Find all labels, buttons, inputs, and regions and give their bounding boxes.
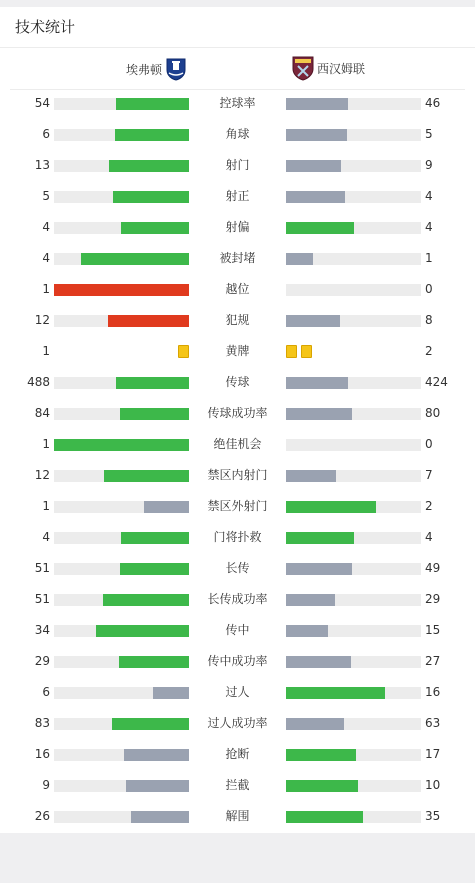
stat-row xyxy=(0,460,475,491)
home-value: 12 xyxy=(34,468,50,482)
away-bar-fill xyxy=(286,780,358,792)
stat-label: 抢断 xyxy=(225,747,250,761)
stat-row xyxy=(0,553,475,584)
home-bar-fill xyxy=(116,377,189,389)
home-value: 26 xyxy=(34,809,50,823)
away-value: 1 xyxy=(425,251,433,265)
home-value: 51 xyxy=(34,561,50,575)
stat-row xyxy=(0,88,475,119)
stat-label: 控球率 xyxy=(219,96,256,110)
home-value: 5 xyxy=(42,189,50,203)
away-value: 4 xyxy=(425,189,433,203)
stat-row xyxy=(0,646,475,677)
away-value: 0 xyxy=(425,437,433,451)
stat-row xyxy=(0,708,475,739)
stat-label: 禁区内射门 xyxy=(207,468,268,482)
home-bar-fill xyxy=(112,718,189,730)
away-bar-track xyxy=(286,284,421,296)
home-team-name: 埃弗顿 xyxy=(126,62,163,77)
home-value: 1 xyxy=(42,282,50,296)
away-value: 16 xyxy=(425,685,441,699)
stat-label: 传中成功率 xyxy=(207,654,268,668)
home-bar-fill xyxy=(116,98,189,110)
west-ham-crest-icon xyxy=(292,55,314,81)
stat-row xyxy=(0,119,475,150)
stat-row xyxy=(0,336,475,367)
stat-row xyxy=(0,398,475,429)
away-value: 80 xyxy=(425,406,441,420)
home-bar-fill xyxy=(131,811,189,823)
stat-label: 传中 xyxy=(225,623,250,637)
away-value: 0 xyxy=(425,282,433,296)
away-bar-track xyxy=(286,253,421,265)
stat-row xyxy=(0,739,475,770)
away-bar-track xyxy=(286,594,421,606)
stat-row xyxy=(0,522,475,553)
away-bar-fill xyxy=(286,718,344,730)
away-bar-fill xyxy=(286,656,351,668)
teams-header xyxy=(10,48,465,90)
away-bar-track xyxy=(286,780,421,792)
home-value: 83 xyxy=(34,716,50,730)
home-bar-fill xyxy=(121,222,189,234)
home-value: 4 xyxy=(42,530,50,544)
away-bar-fill xyxy=(286,563,352,575)
stat-row xyxy=(0,305,475,336)
home-bar-track xyxy=(54,408,189,420)
stat-label: 拦截 xyxy=(225,778,250,792)
stat-label: 射正 xyxy=(225,189,250,203)
home-bar-fill xyxy=(115,129,189,141)
away-value: 4 xyxy=(425,220,433,234)
away-bar-fill xyxy=(286,191,345,203)
home-value: 29 xyxy=(34,654,50,668)
away-bar-track xyxy=(286,129,421,141)
home-bar-fill xyxy=(121,532,189,544)
away-value: 35 xyxy=(425,809,441,823)
stat-label: 过人 xyxy=(225,685,250,699)
home-bar-track xyxy=(54,501,189,513)
home-bar-track xyxy=(54,160,189,172)
away-bar-track xyxy=(286,563,421,575)
yellow-card-icon xyxy=(301,345,312,358)
home-bar-track xyxy=(54,687,189,699)
home-bar-fill xyxy=(120,563,189,575)
yellow-card-icon xyxy=(178,345,189,358)
away-bar-fill xyxy=(286,687,385,699)
home-bar-fill xyxy=(124,749,189,761)
away-value: 4 xyxy=(425,530,433,544)
away-value: 27 xyxy=(425,654,441,668)
away-value: 424 xyxy=(425,375,448,389)
away-bar-track xyxy=(286,532,421,544)
stat-row xyxy=(0,150,475,181)
stat-label: 传球成功率 xyxy=(207,406,268,420)
home-bar-track xyxy=(54,780,189,792)
home-bar-track xyxy=(54,439,189,451)
home-bar-track xyxy=(54,129,189,141)
away-value: 63 xyxy=(425,716,441,730)
home-bar-fill xyxy=(54,284,189,296)
page-title: 技术统计 xyxy=(15,18,76,36)
home-bar-fill xyxy=(126,780,189,792)
away-bar-fill xyxy=(286,222,354,234)
stat-row xyxy=(0,677,475,708)
stat-row xyxy=(0,243,475,274)
home-value: 1 xyxy=(42,499,50,513)
away-bar-track xyxy=(286,749,421,761)
away-bar-fill xyxy=(286,532,354,544)
away-bar-track xyxy=(286,811,421,823)
home-bar-track xyxy=(54,594,189,606)
stat-row xyxy=(0,770,475,801)
away-team[interactable] xyxy=(292,55,365,81)
home-bar-track xyxy=(54,253,189,265)
away-bar-track xyxy=(286,222,421,234)
home-bar-fill xyxy=(96,625,189,637)
home-value: 34 xyxy=(34,623,50,637)
away-value: 2 xyxy=(425,499,433,513)
stat-label: 绝佳机会 xyxy=(213,437,262,451)
stat-label: 禁区外射门 xyxy=(207,499,268,513)
away-bar-track xyxy=(286,408,421,420)
home-value: 1 xyxy=(42,344,50,358)
away-value: 29 xyxy=(425,592,441,606)
home-bar-fill xyxy=(120,408,189,420)
away-bar-fill xyxy=(286,315,340,327)
stat-row xyxy=(0,491,475,522)
away-value: 17 xyxy=(425,747,441,761)
away-bar-fill xyxy=(286,749,356,761)
away-value: 15 xyxy=(425,623,441,637)
away-bar-fill xyxy=(286,594,335,606)
stat-row xyxy=(0,429,475,460)
stat-label: 解围 xyxy=(225,809,250,823)
home-value: 9 xyxy=(42,778,50,792)
away-team-name: 西汉姆联 xyxy=(317,61,366,76)
stat-label: 黄牌 xyxy=(225,344,250,358)
away-bar-fill xyxy=(286,408,352,420)
home-bar-track xyxy=(54,532,189,544)
away-bar-track xyxy=(286,98,421,110)
home-bar-track xyxy=(54,315,189,327)
away-bar-track xyxy=(286,439,421,451)
stat-label: 角球 xyxy=(225,127,250,141)
home-bar-track xyxy=(54,563,189,575)
away-bar-fill xyxy=(286,129,347,141)
away-bar-fill xyxy=(286,160,341,172)
home-value: 4 xyxy=(42,251,50,265)
home-bar-track xyxy=(54,470,189,482)
away-bar-fill xyxy=(286,501,376,513)
home-value: 4 xyxy=(42,220,50,234)
away-bar-track xyxy=(286,315,421,327)
away-value: 10 xyxy=(425,778,441,792)
home-bar-fill xyxy=(104,470,189,482)
home-bar-fill xyxy=(109,160,189,172)
away-value: 49 xyxy=(425,561,441,575)
home-bar-track xyxy=(54,284,189,296)
away-yellow-cards xyxy=(286,345,312,358)
home-bar-track xyxy=(54,377,189,389)
away-value: 5 xyxy=(425,127,433,141)
stat-row xyxy=(0,274,475,305)
stat-label: 被封堵 xyxy=(219,251,256,265)
home-bar-track xyxy=(54,718,189,730)
stat-label: 射门 xyxy=(225,158,250,172)
home-value: 1 xyxy=(42,437,50,451)
stat-row xyxy=(0,584,475,615)
everton-crest-icon xyxy=(165,57,187,81)
home-bar-track xyxy=(54,222,189,234)
home-bar-fill xyxy=(153,687,189,699)
home-bar-fill xyxy=(108,315,189,327)
home-yellow-cards xyxy=(178,345,189,358)
home-value: 51 xyxy=(34,592,50,606)
home-value: 6 xyxy=(42,127,50,141)
away-value: 7 xyxy=(425,468,433,482)
home-bar-track xyxy=(54,625,189,637)
away-value: 46 xyxy=(425,96,441,110)
stat-label: 越位 xyxy=(225,282,250,296)
yellow-card-icon xyxy=(286,345,297,358)
away-bar-fill xyxy=(286,98,348,110)
home-bar-track xyxy=(54,656,189,668)
stat-row xyxy=(0,801,475,832)
away-bar-track xyxy=(286,160,421,172)
home-bar-fill xyxy=(54,439,189,451)
home-team[interactable] xyxy=(126,58,187,80)
home-bar-fill xyxy=(81,253,189,265)
stat-row xyxy=(0,615,475,646)
stat-row xyxy=(0,181,475,212)
away-value: 8 xyxy=(425,313,433,327)
away-bar-track xyxy=(286,625,421,637)
stat-row xyxy=(0,367,475,398)
away-bar-track xyxy=(286,470,421,482)
stat-label: 门将扑救 xyxy=(213,530,262,544)
away-bar-fill xyxy=(286,625,328,637)
stat-row xyxy=(0,212,475,243)
away-bar-track xyxy=(286,501,421,513)
away-bar-track xyxy=(286,377,421,389)
home-bar-fill xyxy=(113,191,189,203)
home-bar-fill xyxy=(119,656,189,668)
home-bar-fill xyxy=(144,501,189,513)
home-value: 12 xyxy=(34,313,50,327)
stat-label: 射偏 xyxy=(225,220,250,234)
home-value: 84 xyxy=(34,406,50,420)
away-bar-track xyxy=(286,191,421,203)
home-bar-track xyxy=(54,749,189,761)
away-value: 9 xyxy=(425,158,433,172)
stat-label: 长传 xyxy=(225,561,250,575)
home-bar-track xyxy=(54,191,189,203)
away-bar-fill xyxy=(286,470,336,482)
stat-label: 传球 xyxy=(225,375,250,389)
away-value: 2 xyxy=(425,344,433,358)
away-bar-fill xyxy=(286,811,363,823)
away-bar-fill xyxy=(286,253,313,265)
away-bar-track xyxy=(286,687,421,699)
home-value: 13 xyxy=(34,158,50,172)
home-value: 54 xyxy=(34,96,50,110)
stat-label: 长传成功率 xyxy=(207,592,268,606)
home-bar-fill xyxy=(103,594,189,606)
home-bar-track xyxy=(54,98,189,110)
home-bar-track xyxy=(54,811,189,823)
away-bar-track xyxy=(286,718,421,730)
home-value: 16 xyxy=(34,747,50,761)
home-value: 488 xyxy=(27,375,50,389)
stat-label: 过人成功率 xyxy=(207,716,268,730)
stat-label: 犯规 xyxy=(225,313,250,327)
away-bar-fill xyxy=(286,377,348,389)
home-value: 6 xyxy=(42,685,50,699)
away-bar-track xyxy=(286,656,421,668)
